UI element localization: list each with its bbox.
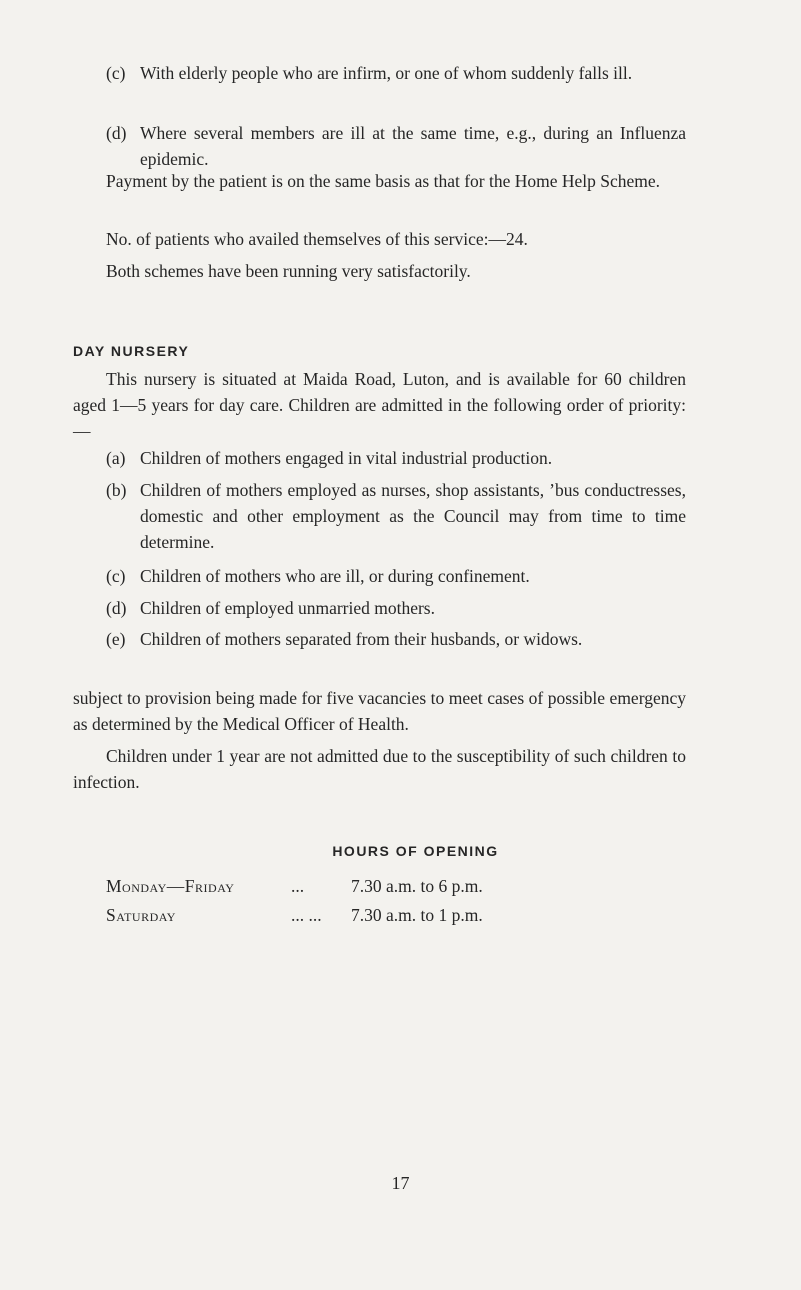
hours-row-saturday (106, 902, 483, 928)
schemes-paragraph: Both schemes have been running very satisfactorily. (106, 261, 471, 281)
item-text: Where several members are ill at the same time, e.g., during an Influenza epidemic. (140, 123, 686, 169)
item-text: Children of mothers engaged in vital industrial production. (140, 448, 553, 468)
item-label: (a) (106, 448, 126, 468)
payment-paragraph: Payment by the patient is on the same basis as that for the Home Help Scheme. (106, 171, 661, 191)
list-item (106, 626, 686, 652)
infants-paragraph: Children under 1 year are not admitted due to the susceptibility of such children to infection. (73, 746, 686, 792)
hours-time: 7.30 a.m. to 6 p.m. (351, 876, 483, 896)
item-text: Children of mothers who are ill, or during confinement. (140, 566, 530, 586)
emergency-vacancies-paragraph: subject to provision being made for five vacancies to meet cases of possible emergency as determined by the Medical Officer of Health. (73, 688, 686, 734)
item-label: (c) (106, 63, 126, 83)
item-label: (d) (106, 123, 127, 143)
page-number: 17 (391, 1173, 410, 1193)
hours-heading: HOURS OF OPENING (332, 843, 499, 859)
item-label: (e) (106, 629, 126, 649)
hours-time: 7.30 a.m. to 1 p.m. (351, 905, 483, 925)
item-text: Children of mothers employed as nurses, shop assistants, ’bus conductresses, domestic and other employment as the Council may from time to time determine. (140, 480, 686, 552)
list-item (106, 563, 686, 589)
patients-count-paragraph: No. of patients who availed themselves of this service:—24. (106, 229, 528, 249)
hours-row-weekdays (106, 873, 483, 899)
list-item (106, 60, 686, 86)
item-text: Children of mothers separated from their husbands, or widows. (140, 629, 583, 649)
nursery-intro-paragraph: This nursery is situated at Maida Road, Luton, and is available for 60 children aged 1—5 years for day care. Children are admitted in the following order of priority:— (73, 369, 686, 441)
list-item (106, 120, 686, 172)
day-nursery-heading: DAY NURSERY (73, 343, 190, 359)
item-label: (d) (106, 598, 127, 618)
hours-leader: ... ... (291, 905, 322, 925)
list-item (106, 477, 686, 555)
list-item (106, 445, 686, 471)
item-label: (c) (106, 566, 126, 586)
item-text: With elderly people who are infirm, or one of whom suddenly falls ill. (140, 63, 633, 83)
hours-leader: ... (291, 876, 305, 896)
hours-day: Monday—Friday (106, 876, 235, 896)
hours-day: Saturday (106, 905, 176, 925)
item-text: Children of employed unmarried mothers. (140, 598, 435, 618)
item-label: (b) (106, 480, 127, 500)
list-item (106, 595, 686, 621)
